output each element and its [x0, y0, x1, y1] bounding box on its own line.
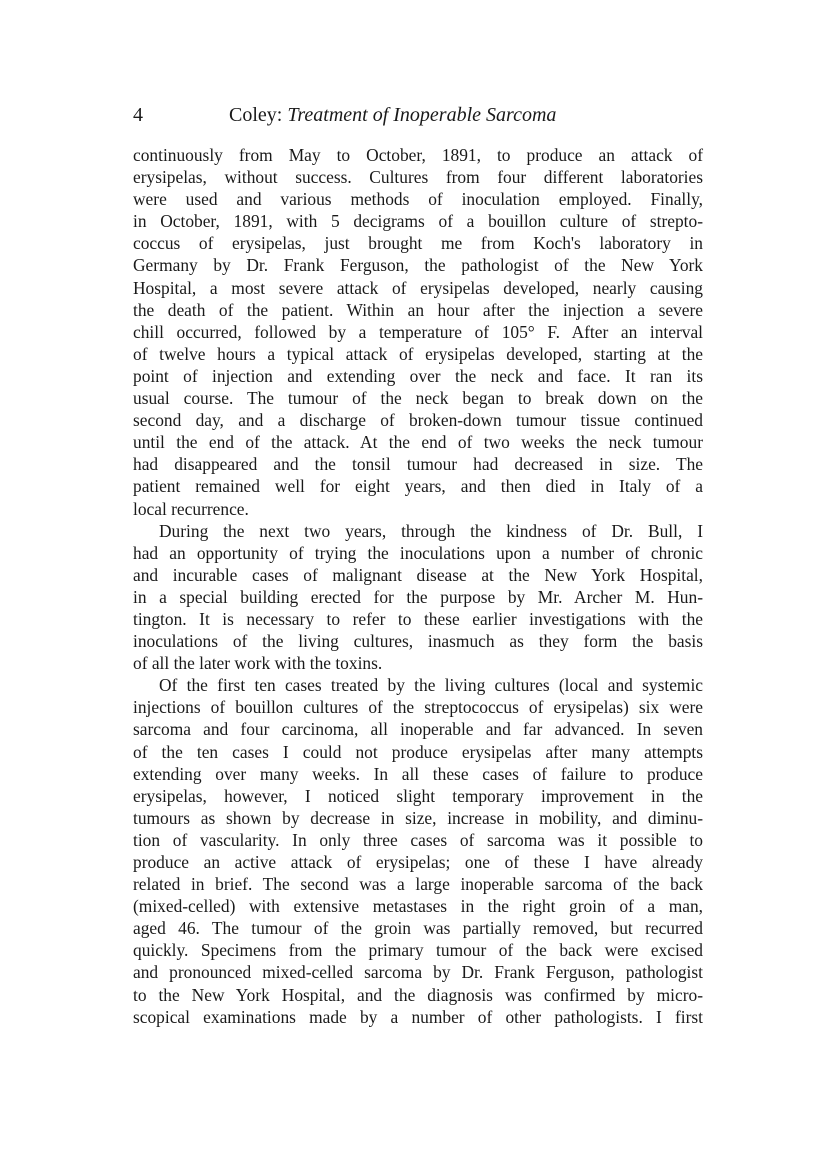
text-line: in a special building erected for the purpose by Mr. Archer M. Hun-	[133, 586, 703, 607]
text-line: Hospital, a most severe attack of erysipelas developed, nearly causing	[133, 277, 703, 298]
text-line: During the next two years, through the kindness of Dr. Bull, I	[159, 520, 703, 541]
running-title-separator: :	[276, 104, 288, 126]
text-line: Germany by Dr. Frank Ferguson, the pathologist of the New York	[133, 255, 703, 276]
text-line: of the ten cases I could not produce erysipelas after many attempts	[133, 741, 703, 762]
text-line: quickly. Specimens from the primary tumour of the back were excised	[133, 940, 703, 961]
running-title	[229, 100, 556, 130]
text-line: chill occurred, followed by a temperature of 105° F. After an interval	[133, 321, 703, 342]
text-line: related in brief. The second was a large inoperable sarcoma of the back	[133, 874, 703, 895]
running-title-text: Treatment of Inoperable Sarcoma	[287, 104, 557, 126]
text-line: coccus of erysipelas, just brought me from Koch's laboratory in	[133, 233, 703, 254]
text-line: erysipelas, without success. Cultures from four different laboratories	[133, 167, 703, 188]
text-line: and pronounced mixed-celled sarcoma by Dr. Frank Ferguson, pathologist	[133, 962, 703, 983]
text-line: inoculations of the living cultures, inasmuch as they form the basis	[133, 631, 703, 652]
text-line: injections of bouillon cultures of the streptococcus of erysipelas) six were	[133, 697, 703, 718]
page-number: 4	[133, 104, 143, 126]
text-line: tumours as shown by decrease in size, increase in mobility, and diminu-	[133, 807, 703, 828]
text-line: until the end of the attack. At the end of two weeks the neck tumour	[133, 432, 703, 453]
text-line: scopical examinations made by a number of other pathologists. I first	[133, 1006, 703, 1027]
running-title-author: Coley	[229, 104, 277, 126]
text-line: (mixed-celled) with extensive metastases in the right groin of a man,	[133, 896, 703, 917]
text-line: to the New York Hospital, and the diagnosis was confirmed by micro-	[133, 984, 703, 1005]
text-line: had disappeared and the tonsil tumour had decreased in size. The	[133, 454, 703, 475]
text-line: continuously from May to October, 1891, to produce an attack of	[133, 145, 703, 165]
text-line: were used and various methods of inoculation employed. Finally,	[133, 189, 703, 210]
text-line: had an opportunity of trying the inoculations upon a number of chronic	[133, 542, 703, 563]
text-line: erysipelas, however, I noticed slight temporary improvement in the	[133, 785, 703, 806]
text-line: point of injection and extending over the neck and face. It ran its	[133, 365, 703, 386]
text-line: aged 46. The tumour of the groin was partially removed, but recurred	[133, 918, 703, 939]
text-line: local recurrence.	[133, 498, 249, 519]
text-line: the death of the patient. Within an hour after the injection a severe	[133, 299, 703, 320]
text-line: of twelve hours a typical attack of erysipelas developed, starting at the	[133, 343, 703, 364]
text-line: of all the later work with the toxins.	[133, 653, 383, 674]
text-line: in October, 1891, with 5 decigrams of a bouillon culture of strepto-	[133, 211, 703, 232]
text-line: tington. It is necessary to refer to these earlier investigations with the	[133, 608, 703, 629]
text-line: Of the first ten cases treated by the living cultures (local and systemic	[159, 675, 703, 696]
body-text	[133, 144, 703, 1028]
text-line: tion of vascularity. In only three cases of sarcoma was it possible to	[133, 829, 703, 850]
text-line: patient remained well for eight years, and then died in Italy of a	[133, 476, 703, 497]
running-head	[133, 100, 703, 130]
text-line: usual course. The tumour of the neck began to break down on the	[133, 388, 703, 409]
text-line: extending over many weeks. In all these cases of failure to produce	[133, 763, 703, 784]
text-line: and incurable cases of malignant disease at the New York Hospital,	[133, 564, 703, 585]
text-line: second day, and a discharge of broken-down tumour tissue continued	[133, 410, 703, 431]
text-line: produce an active attack of erysipelas; one of these I have already	[133, 852, 703, 872]
text-line: sarcoma and four carcinoma, all inoperable and far advanced. In seven	[133, 719, 703, 740]
